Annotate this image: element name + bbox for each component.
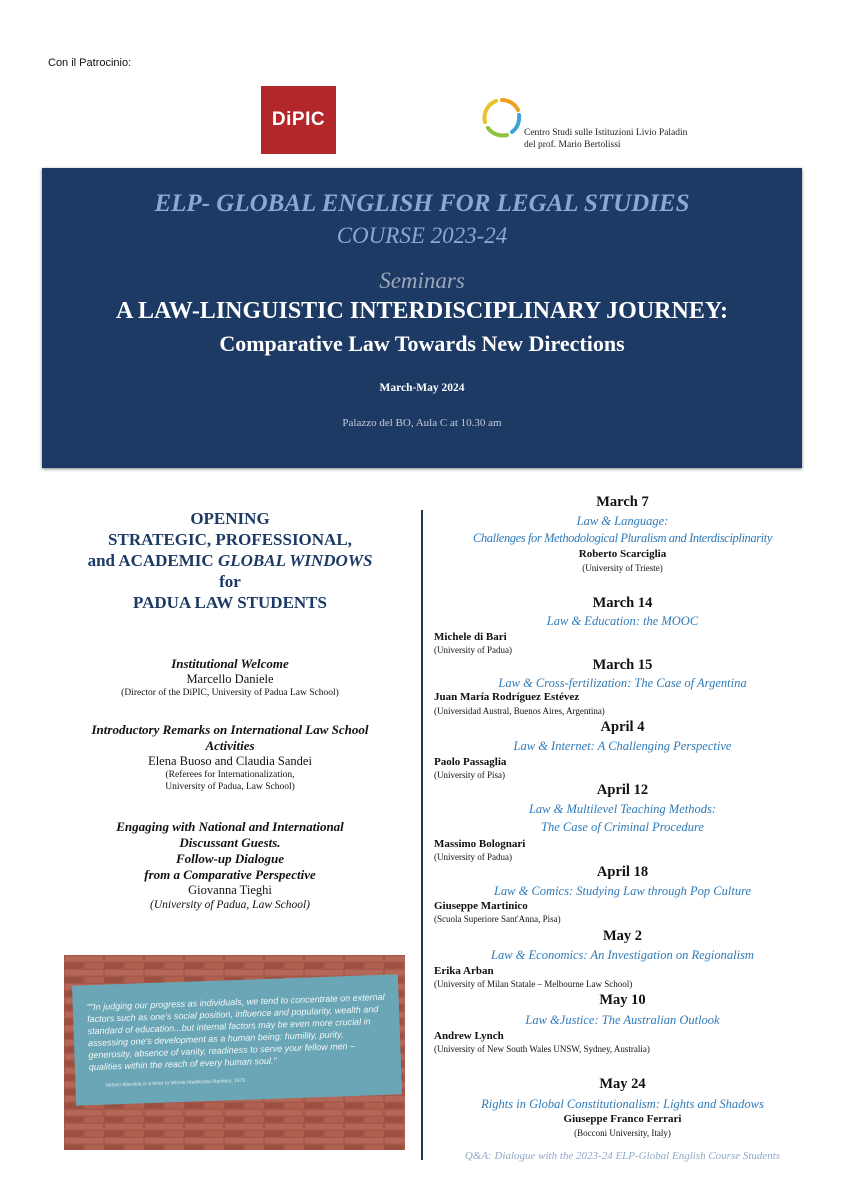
seminar-topic: Law & Cross-fertilization: The Case of Argentina xyxy=(498,676,747,690)
speaker-affiliation: (University of Trieste) xyxy=(582,563,663,573)
seminar-topic: Law &Justice: The Australian Outlook xyxy=(525,1013,720,1027)
speaker-affiliation: (University of Padua) xyxy=(434,852,512,862)
remarks-title2: Activities xyxy=(205,738,255,753)
event-dates: March-May 2024 xyxy=(379,382,465,394)
opening-line4: for xyxy=(219,572,241,591)
engaging-title1: Engaging with National and International xyxy=(116,819,344,834)
engaging-block xyxy=(40,819,420,912)
engaging-name: Giovanna Tieghi xyxy=(188,883,272,897)
remarks-name: Elena Buoso and Claudia Sandei xyxy=(148,754,312,768)
seminar-topic: Rights in Global Constitutionalism: Lights and Shadows xyxy=(481,1097,764,1111)
opening-line5: PADUA LAW STUDENTS xyxy=(133,593,327,612)
title-banner xyxy=(42,168,802,468)
seminar-topic: Law & Economics: An Investigation on Regionalism xyxy=(491,948,754,962)
opening-line2: STRATEGIC, PROFESSIONAL, xyxy=(108,530,352,549)
seminar-date: April 12 xyxy=(596,782,649,798)
speaker-name: Juan María Rodríguez Estévez xyxy=(434,691,580,703)
speaker-name: Giuseppe Franco Ferrari xyxy=(563,1113,682,1125)
welcome-aff: (Director of the DiPIC, University of Padua Law School) xyxy=(121,688,339,698)
speaker-affiliation: (Bocconi University, Italy) xyxy=(574,1128,671,1138)
seminar-topic: Law & Multilevel Teaching Methods: xyxy=(528,802,717,816)
opening-heading xyxy=(40,508,420,613)
column-divider xyxy=(421,510,423,1160)
seminars-label: Seminars xyxy=(379,268,465,293)
speaker-affiliation: (University of Pisa) xyxy=(434,770,505,780)
centro-studi-logo-icon xyxy=(480,96,524,140)
opening-line3 xyxy=(40,550,420,571)
speaker-affiliation: (University of Milan Statale – Melbourne Law School) xyxy=(434,979,633,989)
course-year: COURSE 2023-24 xyxy=(336,223,508,248)
centro-line1: Centro Studi sulle Istituzioni Livio Paladin xyxy=(524,128,688,138)
welcome-name: Marcello Daniele xyxy=(186,672,274,686)
engaging-title3: Follow-up Dialogue xyxy=(176,851,284,866)
remarks-aff2: University of Padua, Law School) xyxy=(165,782,295,792)
seminar-date: May 2 xyxy=(602,928,643,944)
seminar-date: March 14 xyxy=(592,595,653,611)
seminar-date: April 4 xyxy=(600,719,645,735)
seminar-date: March 7 xyxy=(596,494,649,510)
dipic-logo: DiPIC xyxy=(261,86,336,154)
opening-line1: OPENING xyxy=(190,509,270,528)
seminar-date: May 10 xyxy=(599,992,646,1008)
seminar-date: March 15 xyxy=(592,657,653,673)
speaker-name: Erika Arban xyxy=(434,965,494,977)
seminar-topic: Law & Education: the MOOC xyxy=(546,614,699,628)
seminar-date: May 24 xyxy=(599,1076,646,1092)
welcome-title: Institutional Welcome xyxy=(171,656,289,671)
seminar-topic: Challenges for Methodological Pluralism and Interdisciplinarity xyxy=(473,531,772,545)
remarks-block xyxy=(40,722,420,793)
speaker-name: Paolo Passaglia xyxy=(434,756,507,768)
engaging-title4: from a Comparative Perspective xyxy=(144,867,316,882)
seminar-topic: The Case of Criminal Procedure xyxy=(541,820,704,834)
journey-subtitle: Comparative Law Towards New Directions xyxy=(219,331,625,356)
mandela-plaque-photo xyxy=(64,955,405,1150)
centro-studi-text xyxy=(524,127,687,151)
speaker-name: Giuseppe Martinico xyxy=(434,900,528,912)
seminar-topic: Law & Comics: Studying Law through Pop Culture xyxy=(493,884,752,898)
opening-line3a: and ACADEMIC xyxy=(87,551,218,570)
course-title: ELP- GLOBAL ENGLISH FOR LEGAL STUDIES xyxy=(154,190,690,217)
speaker-name: Andrew Lynch xyxy=(434,1030,504,1042)
plaque-quote: ""In judging our progress as individuals, we tend to concentrate on external factors such as one's social position, influence and popularity, wealth and standard of education...but internal factors may be even more crucial in assessing one's development as a human being: humility, purity, generosity, absence of vanity, readiness to serve your fellow men – qualities within the reach of every human soul." xyxy=(86,991,385,1073)
plaque-attribution: Nelson Mandela in a letter to Winnie Madikizela Mandela, 1975 xyxy=(105,1077,246,1089)
remarks-aff1: (Referees for Internationalization, xyxy=(165,770,295,780)
remarks-title1: Introductory Remarks on International Law School xyxy=(91,722,369,737)
seminar-topic: Law & Language: xyxy=(576,514,669,528)
speaker-affiliation: (Scuola Superiore Sant'Anna, Pisa) xyxy=(434,914,561,924)
engaging-title2: Discussant Guests. xyxy=(179,835,281,850)
event-venue: Palazzo del BO, Aula C at 10.30 am xyxy=(342,417,502,429)
opening-line3b: GLOBAL WINDOWS xyxy=(217,551,373,570)
speaker-affiliation: (University of Padua) xyxy=(434,645,512,655)
welcome-block xyxy=(40,656,420,699)
speaker-affiliation: (Universidad Austral, Buenos Aires, Argentina) xyxy=(434,706,605,716)
qa-dialogue: Q&A: Dialogue with the 2023-24 ELP-Global English Course Students xyxy=(464,1150,781,1162)
speaker-name: Michele di Bari xyxy=(434,631,507,643)
engaging-aff: (University of Padua, Law School) xyxy=(149,899,311,911)
speaker-name: Massimo Bolognari xyxy=(434,838,526,850)
seminar-topic: Law & Internet: A Challenging Perspective xyxy=(513,739,732,753)
centro-line2: del prof. Mario Bertolissi xyxy=(524,140,621,150)
seminar-date: April 18 xyxy=(596,864,649,880)
patrocinio-label: Con il Patrocinio: xyxy=(48,57,132,69)
journey-title: A LAW-LINGUISTIC INTERDISCIPLINARY JOURNEY: xyxy=(116,298,728,324)
quote-plaque xyxy=(72,974,402,1105)
speaker-affiliation: (University of New South Wales UNSW, Sydney, Australia) xyxy=(434,1044,650,1054)
speaker-name: Roberto Scarciglia xyxy=(578,548,667,560)
